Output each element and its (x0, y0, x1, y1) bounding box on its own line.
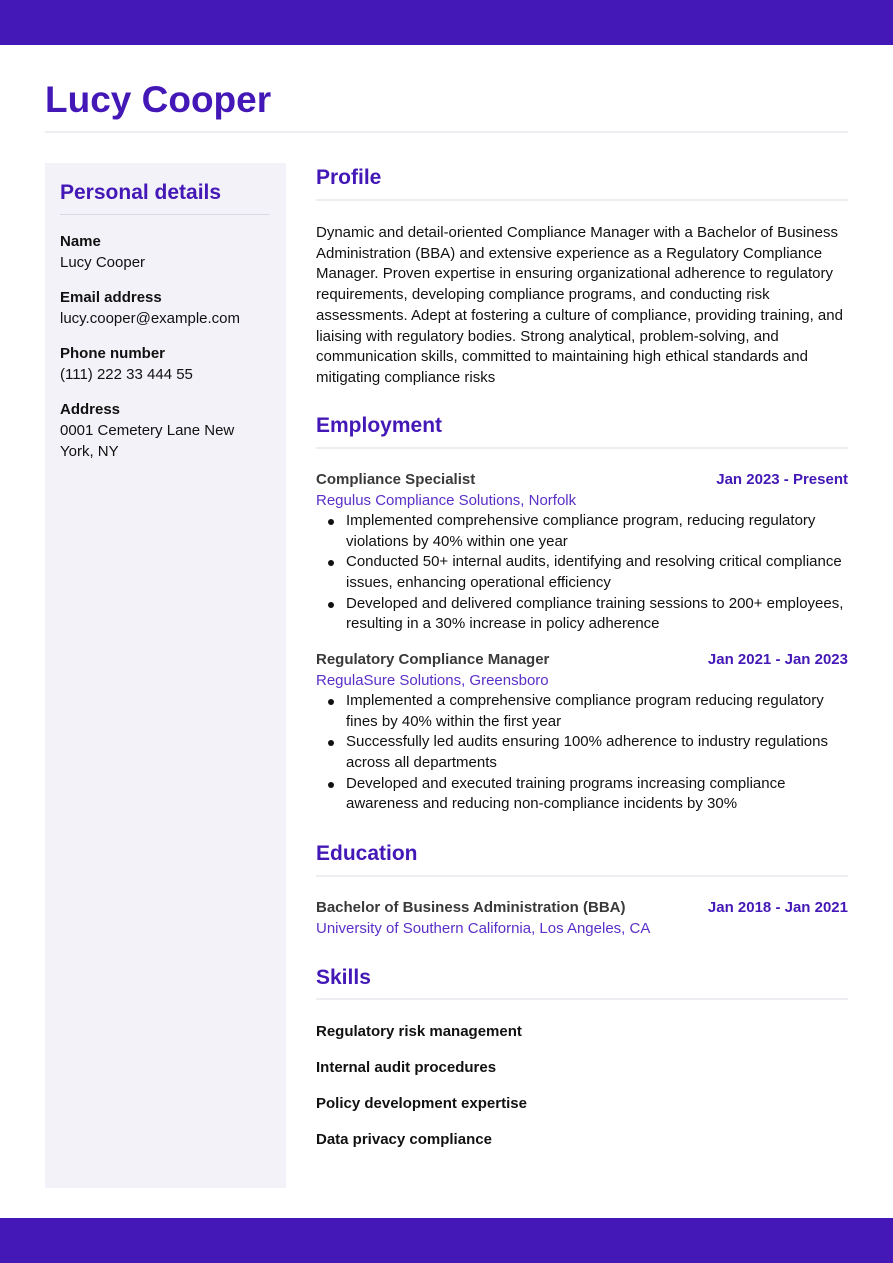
personal-details-sidebar (45, 163, 286, 1188)
detail-label: Name (60, 233, 101, 250)
skill-item: Data privacy compliance (316, 1131, 492, 1148)
header-band (0, 0, 893, 45)
skill-item: Policy development expertise (316, 1095, 527, 1112)
job-bullets (316, 511, 848, 635)
job-dates: Jan 2021 - Jan 2023 (707, 651, 848, 668)
detail-label: Address (60, 401, 121, 418)
education-school: University of Southern California, Los Angeles, CA (316, 919, 651, 937)
job-bullet: Successfully led audits ensuring 100% adherence to industry regulations across all departments (346, 732, 848, 773)
job-bullet: Implemented comprehensive compliance program, reducing regulatory violations by 40% within one year (346, 511, 848, 552)
job-bullet: Implemented a comprehensive compliance program reducing regulatory fines by 40% within the first year (346, 691, 848, 732)
job-dates: Jan 2023 - Present (716, 471, 848, 488)
profile-title: Profile (316, 166, 382, 189)
detail-email (60, 287, 275, 329)
education-dates: Jan 2018 - Jan 2021 (707, 899, 848, 916)
name-divider (45, 131, 848, 133)
profile-divider (316, 199, 848, 201)
detail-phone (60, 343, 275, 385)
skills-divider (316, 998, 848, 1000)
detail-value: lucy.cooper@example.com (60, 310, 241, 327)
job-title: Regulatory Compliance Manager (316, 651, 550, 668)
detail-address (60, 399, 250, 462)
job-entry (316, 470, 848, 635)
skill-item: Regulatory risk management (316, 1023, 522, 1040)
detail-label: Phone number (60, 345, 166, 362)
education-degree: Bachelor of Business Administration (BBA) (316, 899, 626, 916)
detail-name (60, 231, 275, 273)
detail-label: Email address (60, 289, 162, 306)
job-company: Regulus Compliance Solutions, Norfolk (316, 491, 577, 509)
job-bullets (316, 691, 848, 815)
footer-band (0, 1218, 893, 1263)
job-bullet: Conducted 50+ internal audits, identifying and resolving critical compliance issues, enhancing operational efficiency (346, 552, 848, 593)
job-title: Compliance Specialist (316, 471, 476, 488)
skills-title: Skills (316, 966, 371, 989)
job-bullet: Developed and delivered compliance training sessions to 200+ employees, resulting in a 30% increase in policy adherence (346, 594, 848, 635)
detail-value: 0001 Cemetery Lane New York, NY (60, 422, 235, 460)
personal-details-title: Personal details (60, 181, 222, 204)
employment-divider (316, 447, 848, 449)
job-entry (316, 650, 848, 815)
job-bullet: Developed and executed training programs increasing compliance awareness and reducing non-compliance incidents by 30% (346, 774, 848, 815)
education-entry (316, 898, 848, 939)
detail-value: (111) 222 33 444 55 (60, 366, 193, 383)
employment-title: Employment (316, 414, 443, 437)
education-title: Education (316, 842, 418, 865)
skill-item: Internal audit procedures (316, 1059, 497, 1076)
resume-name: Lucy Cooper (45, 79, 272, 120)
detail-value: Lucy Cooper (60, 254, 146, 271)
sidebar-divider (60, 214, 270, 215)
education-divider (316, 875, 848, 877)
profile-text: Dynamic and detail-oriented Compliance Manager with a Bachelor of Business Administration (BBA) and extensive experience as a Regulatory Compliance Manager. Proven expertise in ensuring organizational adherence to regulatory requirements, developing compliance programs, and conducting risk assessments. Adept at fostering a culture of compliance, providing training, and liaising with regulatory bodies. Strong analytical, problem-solving, and communication skills, committed to maintaining high ethical standards and mitigating compliance risks (316, 224, 843, 386)
job-company: RegulaSure Solutions, Greensboro (316, 671, 549, 689)
